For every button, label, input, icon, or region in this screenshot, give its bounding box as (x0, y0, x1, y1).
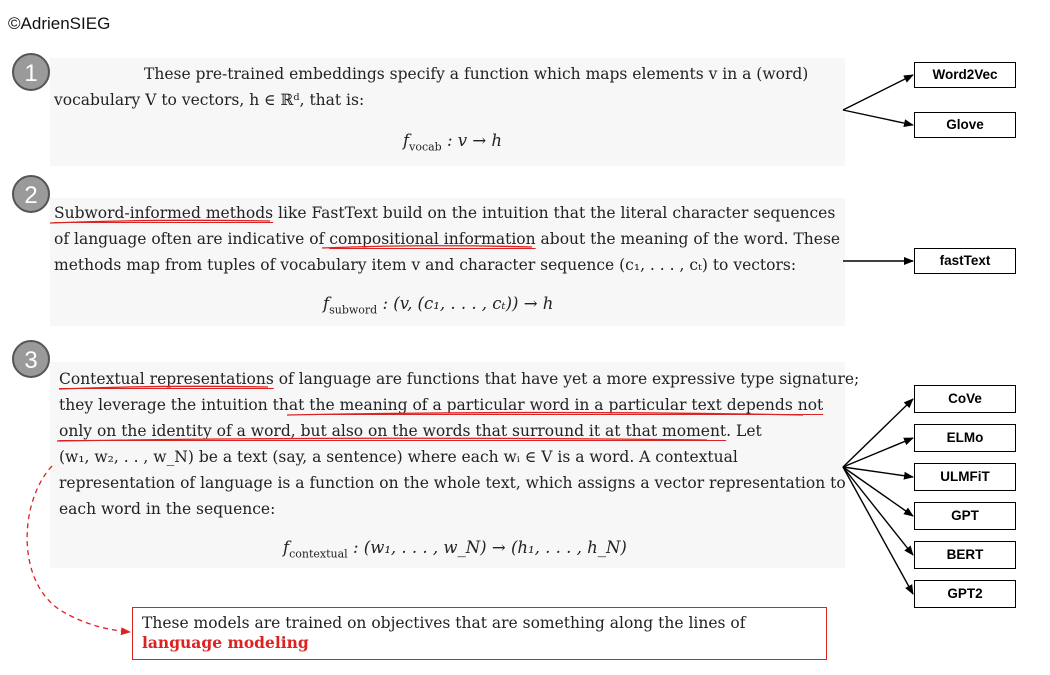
callout-highlight: language modeling (142, 633, 309, 652)
arrow-to-gpt2 (843, 467, 913, 594)
formula-subscript: vocab (409, 140, 442, 154)
section-3-line-2-pre: they leverage the intuition that (59, 396, 310, 414)
section-1-line-1: These pre-trained embeddings specify a function which maps elements v in a (word) (144, 65, 809, 83)
dashed-arrow-to-callout (27, 466, 130, 632)
formula-body: : (w₁, . . . , w_N) → (h₁, . . . , h_N) (347, 538, 627, 557)
section-2-line-2-rest: about the meaning of the word. These (535, 230, 841, 248)
section-2-line-1-rest: like FastText build on the intuition that the literal character sequences (273, 204, 836, 222)
model-box-glove: Glove (914, 112, 1016, 138)
formula-body: : v → h (441, 131, 503, 150)
section-3-badge: 3 (12, 340, 50, 378)
model-box-word2vec: Word2Vec (914, 62, 1016, 88)
highlight-subword-informed: Subword-informed methods (54, 204, 274, 222)
model-box-fasttext: fastText (914, 248, 1016, 274)
highlight-identity: only on the identity of a word, but also on the words that surround it at that moment (59, 422, 727, 440)
arrow-to-elmo (843, 438, 913, 467)
model-box-gpt: GPT (914, 502, 1016, 530)
section-3-line-4: (w₁, w₂, . . , w_N) be a text (say, a sentence) where each wᵢ ∈ V is a word. A contextual (59, 448, 738, 466)
formula-body: : (v, (c₁, . . . , cₜ)) → h (377, 294, 554, 313)
highlight-contextual: Contextual representations (59, 370, 274, 388)
section-3-line-5: representation of language is a function on the whole text, which assigns a vector representation to (59, 474, 846, 492)
copyright-label: ©AdrienSIEG (8, 14, 111, 33)
model-box-bert: BERT (914, 541, 1016, 569)
section-1-line-2: vocabulary V to vectors, h ∈ ℝᵈ, that is: (54, 91, 365, 109)
model-box-ulmfit: ULMFiT (914, 463, 1016, 491)
section-1-badge: 1 (12, 53, 50, 91)
formula-subscript: subword (329, 303, 378, 317)
callout-text: These models are trained on objectives that are something along the lines of (142, 614, 746, 632)
model-box-gpt2: GPT2 (914, 580, 1016, 608)
arrow-to-glove (843, 110, 913, 125)
underline-identity (57, 438, 707, 441)
highlight-compositional: compositional information (329, 230, 536, 248)
arrow-to-bert (843, 467, 913, 555)
formula-symbol: f (323, 294, 330, 313)
underline-subword (50, 220, 270, 223)
underline-meaning (287, 413, 803, 416)
underline-contextual (59, 386, 268, 389)
section-3-line-6: each word in the sequence: (59, 500, 276, 518)
underline-compositional (322, 246, 532, 248)
model-box-elmo: ELMo (914, 424, 1016, 452)
section-3-line-3-rest: . Let (726, 422, 762, 440)
arrow-to-word2vec (843, 75, 913, 110)
arrow-to-gpt (843, 467, 913, 516)
highlight-meaning: the meaning of a particular word in a particular text depends not (309, 396, 824, 414)
section-2-line-2-pre: of language often are indicative of (54, 230, 330, 248)
section-2-badge: 2 (12, 175, 50, 213)
formula-subscript: contextual (289, 547, 348, 561)
formula-symbol: f (403, 131, 410, 150)
arrow-to-cove (843, 399, 913, 467)
model-box-cove: CoVe (914, 385, 1016, 413)
arrow-to-ulmfit (843, 467, 913, 477)
section-2-line-3: methods map from tuples of vocabulary item v and character sequence (c₁, . . . , cₜ) to vectors: (54, 256, 797, 274)
section-3-line-1-rest: of language are functions that have yet a more expressive type signature; (273, 370, 860, 388)
formula-symbol: f (283, 538, 290, 557)
